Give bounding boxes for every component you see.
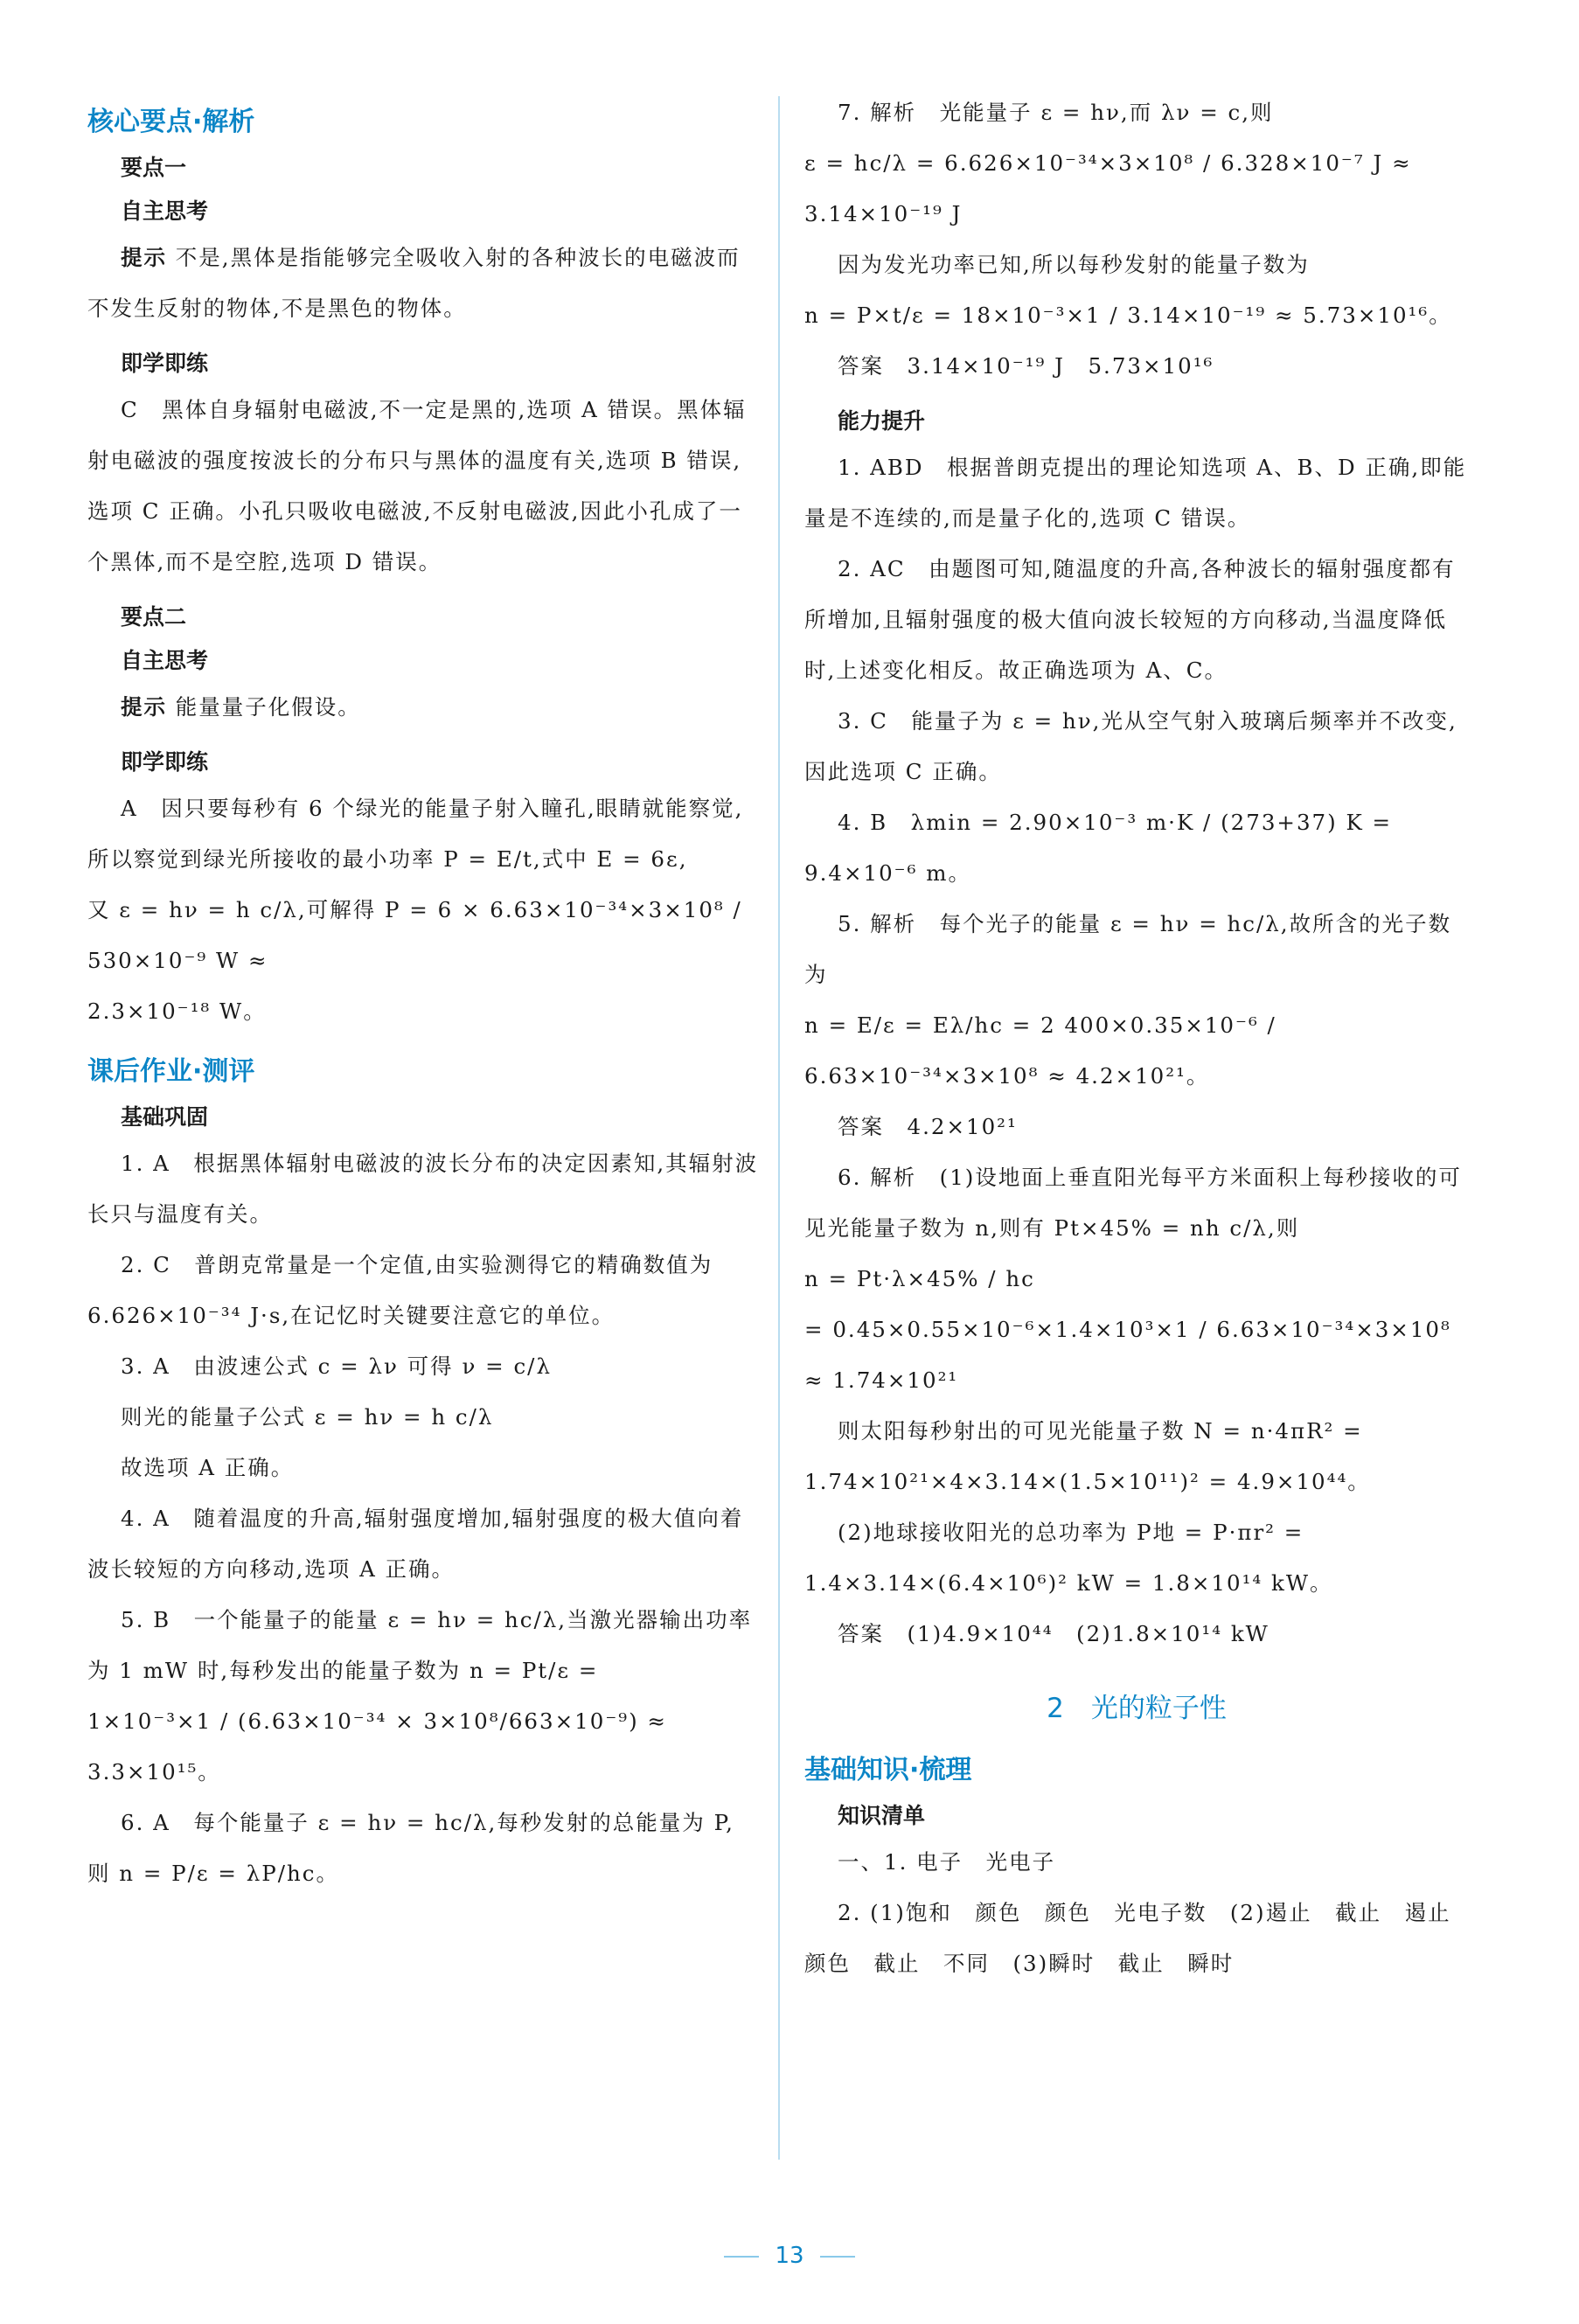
answer-paragraph: 5. B 一个能量子的能量 ε = hν = hc/λ,当激光器输出功率为 1 mW 时,每秒发出的能量子数为 n = Pt/ε = bbox=[87, 1607, 753, 1683]
answer-paragraph: 4. B λmin = 2.90×10⁻³ m·K / (273+37) K = 9.4×10⁻⁶ m。 bbox=[804, 810, 1393, 886]
section-title: 基础知识·梳理 bbox=[804, 1755, 972, 1785]
answer-line: 答案 (1)4.9×10⁴⁴ (2)1.8×10¹⁴ kW bbox=[838, 1621, 1269, 1646]
answer-paragraph: 6. A 每个能量子 ε = hν = hc/λ,每秒发射的总能量为 P, bbox=[121, 1810, 734, 1835]
sub-heading: 自主思考 bbox=[121, 648, 209, 673]
hint-paragraph: 提示 不是,黑体是指能够完全吸收入射的各种波长的电磁波而不发生反射的物体,不是黑色的物体。 bbox=[87, 245, 741, 321]
sub-heading: 能力提升 bbox=[838, 408, 926, 434]
answer-paragraph: C 黑体自身辐射电磁波,不一定是黑的,选项 A 错误。黑体辐射电磁波的强度按波长的分布只与黑体的温度有关,选项 B 错误,选项 C 正确。小孔只吸收电磁波,不反射电磁波,因此小孔成了一个黑体,而不是空腔,选项 D 错误。 bbox=[87, 397, 747, 574]
answer-paragraph: 2. C 普朗克常量是一个定值,由实验测得它的精确数值为 6.626×10⁻³⁴ J·s,在记忆时关键要注意它的单位。 bbox=[87, 1252, 713, 1328]
answer-paragraph: 故选项 A 正确。 bbox=[121, 1455, 295, 1480]
sub-heading: 即学即练 bbox=[121, 351, 209, 376]
answer-line: 答案 3.14×10⁻¹⁹ J 5.73×10¹⁶ bbox=[838, 353, 1214, 379]
answer-paragraph: 4. A 随着温度的升高,辐射强度增加,辐射强度的极大值向着波长较短的方向移动,选项 A 正确。 bbox=[87, 1506, 744, 1582]
footer-rule bbox=[820, 2256, 855, 2258]
equation-line: = 0.45×0.55×10⁻⁶×1.4×10³×1 / 6.63×10⁻³⁴×3×10⁸ bbox=[804, 1317, 1451, 1342]
answer-paragraph: 6. 解析 (1)设地面上垂直阳光每平方米面积上每秒接收的可见光能量子数为 n,则有 Pt×45% = nh c/λ,则 bbox=[804, 1165, 1462, 1241]
answer-paragraph: 因为发光功率已知,所以每秒发射的能量子数为 bbox=[838, 252, 1310, 277]
answer-paragraph: (2)地球接收阳光的总功率为 P地 = P·πr² = 1.4×3.14×(6.4×10⁶)² kW = 1.8×10¹⁴ kW。 bbox=[804, 1520, 1333, 1596]
equation-line: 则 n = P/ε = λP/hc。 bbox=[87, 1861, 339, 1886]
sub-heading: 要点一 bbox=[121, 155, 187, 180]
equation-line: n = Pt·λ×45% / hc bbox=[804, 1266, 1035, 1291]
sub-heading: 知识清单 bbox=[838, 1803, 926, 1828]
column-divider bbox=[778, 96, 780, 2160]
answer-paragraph: 则光的能量子公式 ε = hν = h c/λ bbox=[121, 1404, 494, 1430]
equation-line: 2.3×10⁻¹⁸ W。 bbox=[87, 998, 267, 1024]
hint-paragraph: 提示 能量量子化假设。 bbox=[121, 694, 361, 720]
answer-paragraph: 3. C 能量子为 ε = hν,光从空气射入玻璃后频率并不改变,因此选项 C 正确。 bbox=[804, 708, 1457, 784]
sub-heading: 要点二 bbox=[121, 604, 187, 630]
page-footer bbox=[0, 2243, 1579, 2269]
section-title: 核心要点·解析 bbox=[87, 107, 255, 137]
sub-heading: 自主思考 bbox=[121, 198, 209, 224]
left-column bbox=[87, 87, 761, 1899]
sub-heading: 基础巩固 bbox=[121, 1104, 209, 1130]
answer-paragraph: 1. ABD 根据普朗克提出的理论知选项 A、B、D 正确,即能量是不连续的,而是量子化的,选项 C 错误。 bbox=[804, 455, 1467, 531]
equation-line: 1×10⁻³×1 / (6.63×10⁻³⁴ × 3×10⁸/663×10⁻⁹) ≈ 3.3×10¹⁵。 bbox=[87, 1708, 667, 1785]
sub-heading: 即学即练 bbox=[121, 749, 209, 775]
answer-paragraph: 7. 解析 光能量子 ε = hν,而 λν = c,则 bbox=[838, 100, 1274, 125]
footer-rule bbox=[724, 2256, 759, 2258]
right-column bbox=[804, 87, 1475, 1989]
equation-line: 又 ε = hν = h c/λ,可解得 P = 6 × 6.63×10⁻³⁴×3×10⁸ / 530×10⁻⁹ W ≈ bbox=[87, 897, 742, 973]
knowledge-item: 2. (1)饱和 颜色 颜色 光电子数 (2)遏止 截止 遏止 颜色 截止 不同 (3)瞬时 截止 瞬时 bbox=[804, 1900, 1475, 1976]
answer-paragraph: 则太阳每秒射出的可见光能量子数 N = n·4πR² = 1.74×10²¹×4×3.14×(1.5×10¹¹)² = 4.9×10⁴⁴。 bbox=[804, 1418, 1371, 1494]
equation-line: ≈ 1.74×10²¹ bbox=[804, 1367, 959, 1393]
section-title: 课后作业·测评 bbox=[87, 1056, 255, 1087]
knowledge-item: 一、1. 电子 光电子 bbox=[838, 1849, 1056, 1875]
answer-paragraph: 5. 解析 每个光子的能量 ε = hν = hc/λ,故所含的光子数为 bbox=[804, 911, 1452, 987]
equation-line: n = P×t/ε = 18×10⁻³×1 / 3.14×10⁻¹⁹ ≈ 5.73×10¹⁶。 bbox=[804, 303, 1452, 328]
chapter-title: 2 光的粒子性 bbox=[1047, 1693, 1227, 1724]
equation-line: n = E/ε = Eλ/hc = 2 400×0.35×10⁻⁶ / 6.63×10⁻³⁴×3×10⁸ ≈ 4.2×10²¹。 bbox=[804, 1012, 1276, 1089]
equation-line: ε = hc/λ = 6.626×10⁻³⁴×3×10⁸ / 6.328×10⁻⁷ J ≈ 3.14×10⁻¹⁹ J bbox=[804, 150, 1412, 226]
answer-line: 答案 4.2×10²¹ bbox=[838, 1114, 1018, 1139]
answer-paragraph: 2. AC 由题图可知,随温度的升高,各种波长的辐射强度都有所增加,且辐射强度的极大值向波长较短的方向移动,当温度降低时,上述变化相反。故正确选项为 A、C。 bbox=[804, 556, 1456, 683]
answer-paragraph: A 因只要每秒有 6 个绿光的能量子射入瞳孔,眼睛就能察觉,所以察觉到绿光所接收的最小功率 P = E/t,式中 E = 6ε, bbox=[87, 796, 744, 872]
page-number: 13 bbox=[775, 2243, 804, 2269]
answer-paragraph: 1. A 根据黑体辐射电磁波的波长分布的决定因素知,其辐射波长只与温度有关。 bbox=[87, 1151, 759, 1227]
answer-paragraph: 3. A 由波速公式 c = λν 可得 ν = c/λ bbox=[121, 1353, 552, 1379]
